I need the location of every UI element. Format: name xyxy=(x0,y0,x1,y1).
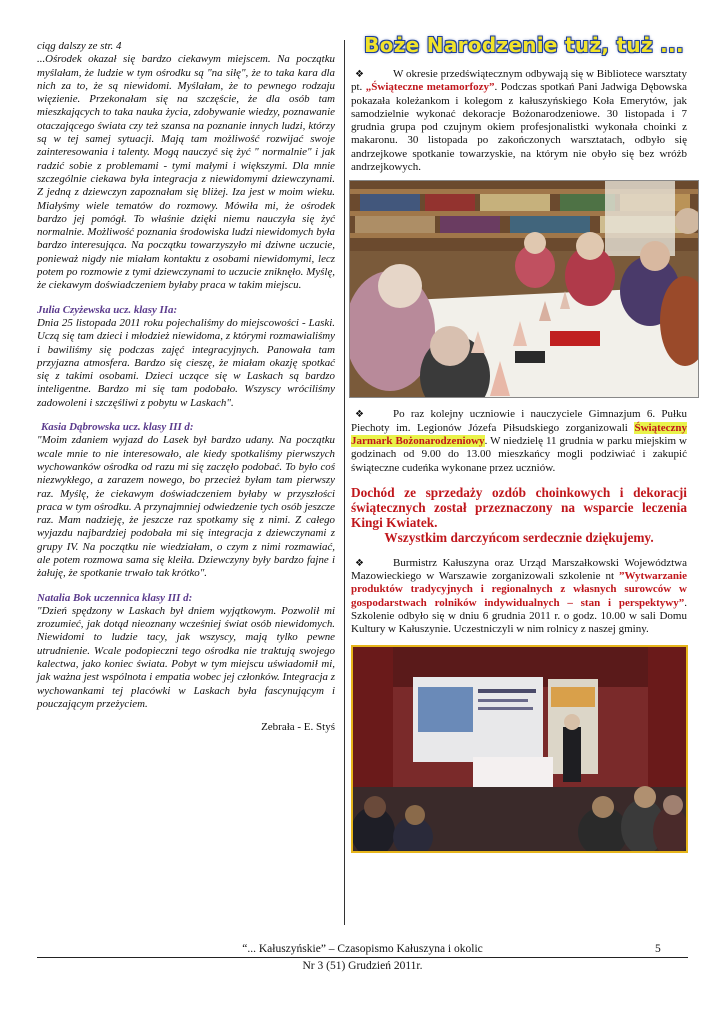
footer-magazine-title: “... Kałuszyńskie” – Czasopismo Kałuszyna i okolic xyxy=(242,943,483,955)
article-paragraph: ...Ośrodek okazał się bardzo ciekawym miejscem. Na początku myślałam, że ludzie w tym ośrodku są "na siłę", że to taka kara dla nich za to, że są niewidomi. Myślałam, że to pewnego rodzaju więzienie. Przekonałam się na szczęście, że dla osób tam mieszkających to taka nauka życia, zdobywanie wiedzy, poznawanie otaczającego świata czy też szansa na poznanie innych ludzi, którzy są w tej samej sytuacji. Mają tam możliwość rozwijać swoje zainteresowania i talenty. Mogą nauczyć się żyć " normalnie" i jak radzić sobie z problemami - tymi małymi i większymi. Dla mnie szczególnie ciekawa była integracja z niewidomymi dziewczynami. Z jedną z dziewczyn zapoznałam się bliżej. Iza jest w moim wieku. Miałyśmy wiele tematów do rozmowy. Mówiła mi, że ośrodek bardzo jej pomógł. To właśnie dzięki niemu nauczyła się żyć normalnie. Możliwość poznania środowiska ludzi niewidomych była bardzo interesująca. Na początku towarzyszyło mi dziwne uczucie, ponieważ nigdy nie miałam kontaktu z osobami niewidomymi, lecz potem po rozmowie z tymi dziewczynami to uczucie zniknęło. Myślę, że ciekawym doświadczeniem byłaby praca w takim miejscu. xyxy=(37,53,335,292)
page-number: 5 xyxy=(655,943,661,955)
training-title: ”Wytwarzanie produktów tradycyjnych i regionalnych z własnych surowców w gospodarstwach rolników indywidualnych – stan i perspektywy” xyxy=(351,570,687,609)
donation-notice xyxy=(351,485,687,545)
news-item-workshops: ❖ W okresie przedświątecznym odbywają się w Bibliotece warsztaty pt. „Świąteczne metamorfozy”. Podczas spotkań Pani Jadwiga Dębowska pokazała koleżankom i kolegom z kałuszyńskiego Koła Emerytów, jak samodzielnie wykonać dekoracje Bożonarodzeniowe. 30 listopada i 7 grudnia grupa pod czujnym okiem profesjonalistki wykonała choinki z makaronu. 30 listopada po zakończonych warsztatach, odbyło się andrzejkowe spotkanie towarzyskie, na którym nie obyło się bez wróżb andrzejkowych. xyxy=(351,68,687,174)
news-item-training: ❖ Burmistrz Kałuszyna oraz Urząd Marszałkowski Województwa Mazowieckiego w Warszawie zorganizowali szkolenie nt ”Wytwarzanie produktów tradycyjnych i regionalnych z własnych surowców w gospodarstwach rolników indywidualnych – stan i perspektywy”. Szkolenie odbyło się w dniu 6 grudnia 2011 r. o godz. 10.00 w sali Domu Kultury w Kałuszynie. Uczestniczyli w nim rolnicy z naszej gminy. xyxy=(351,556,687,636)
article-paragraph: Dnia 25 listopada 2011 roku pojechaliśmy do miejscowości - Laski. Uczą się tam dzieci i młodzież niewidoma, z którymi rozmawialiśmy i bawiliśmy się podczas zajęć integracyjnych. Panowała tam przyjazna atmosfera. Bardzo się cieszę, że miałam okazję spotkać się z takimi osobami. Dzieci uczące się w Laskach są bardzo inteligentne. Bardzo mi się tam podobało. Wszyscy wróciliśmy zadowoleni i szczęśliwi z pobytu w Laskach". xyxy=(37,316,335,409)
author-name: Kasia Dąbrowska ucz. klasy III d: xyxy=(41,421,194,434)
article-paragraph: "Moim zdaniem wyjazd do Lasek był bardzo udany. Na początku wcale mnie to nie interesowało, ale kiedy spotkaliśmy pierwszych wychowanków ośrodka od razu mi się zaczęło podobać. To było coś niezwykłego, a zarazem nowego, bo przecież byłam tam pierwszy raz. Myślę, że ciekawym doświadczeniem byłaby w przyszłości praca w tym ośrodku. A przynajmniej odwiedzenie tych osób jeszcze raz. Mam nadzieję, że jeszcze raz spotkamy się z nimi. Z całego wyjazdu najbardziej podobała mi się integracja z dziewczynami z grupy IV. Na początku nie wiedziałam, o czym z nimi rozmawiać, ale potem rozmowa sama się kleiła. Dziewczyny były bardzo fajne i żałuję, że spotkanie trwało tak krótko". xyxy=(37,434,335,580)
bullet-icon: ❖ xyxy=(355,409,364,421)
continued-note: ciąg dalszy ze str. 4 xyxy=(37,40,122,52)
issue-info: Nr 3 (51) Grudzień 2011r. xyxy=(302,960,423,972)
donation-text: Dochód ze sprzedaży ozdób choinkowych i dekoracji świątecznych został przeznaczony na wsparcie leczenia Kingi Kwiatek. xyxy=(351,484,687,530)
column-divider xyxy=(344,40,345,925)
author-name: Natalia Bok uczennica klasy III d: xyxy=(37,591,193,604)
right-column xyxy=(351,34,687,853)
news-item-christmas-fair: ❖ Po raz kolejny uczniowie i nauczyciele Gimnazjum 6. Pułku Piechoty im. Legionów Józefa Piłsudskiego zorganizowali Świąteczny Jarmark Bożonarodzeniowy. W niedzielę 11 grudnia w parku miejskim w godzinach od 9.00 do 13.00 mieszkańcy mogli podziwiać i zakupić świąteczne cudeńka wykonane przez uczniów. xyxy=(351,408,687,474)
article-paragraph: "Dzień spędzony w Laskach był dniem wyjątkowym. Pozwolił mi zrozumieć, jak dotąd nieoznany wcześniej świat osób niewidomych. Niewidomi to ludzie tacy, jak wszyscy, mają tylko pewne utrudnienie. Wcale podopieczni tego ośrodka nie traktują swojego kalectwa, jako koniec świata. Pobyt w tym miejscu uświadomił mi, jak ważna jest wspólnota i empatia wobec jej członków. Integracja z wychowankami tej placówki w Laskach była fascynującym i pouczającym przeżyciem. xyxy=(37,604,335,710)
footer-rule xyxy=(37,957,688,958)
training-photo-image xyxy=(353,647,686,851)
thanks-text: Wszystkim darczyńcom serdecznie dziękujemy. xyxy=(384,529,654,545)
photo-workshop xyxy=(349,180,699,398)
workshop-photo-image xyxy=(350,181,699,398)
event-name: „Świąteczne metamorfozy” xyxy=(365,81,495,94)
section-title: Boże Narodzenie tuż, tuż ... xyxy=(364,33,684,57)
author-name: Julia Czyżewska ucz. klasy IIa: xyxy=(37,303,178,316)
left-column xyxy=(37,40,335,735)
compiled-by-credit: Zebrała - E. Styś xyxy=(261,721,335,734)
bullet-icon: ❖ xyxy=(355,69,364,80)
bullet-icon: ❖ xyxy=(355,557,364,569)
photo-training xyxy=(351,645,688,853)
event-name: Świąteczny Jarmark Bożonarodzeniowy xyxy=(351,421,687,447)
